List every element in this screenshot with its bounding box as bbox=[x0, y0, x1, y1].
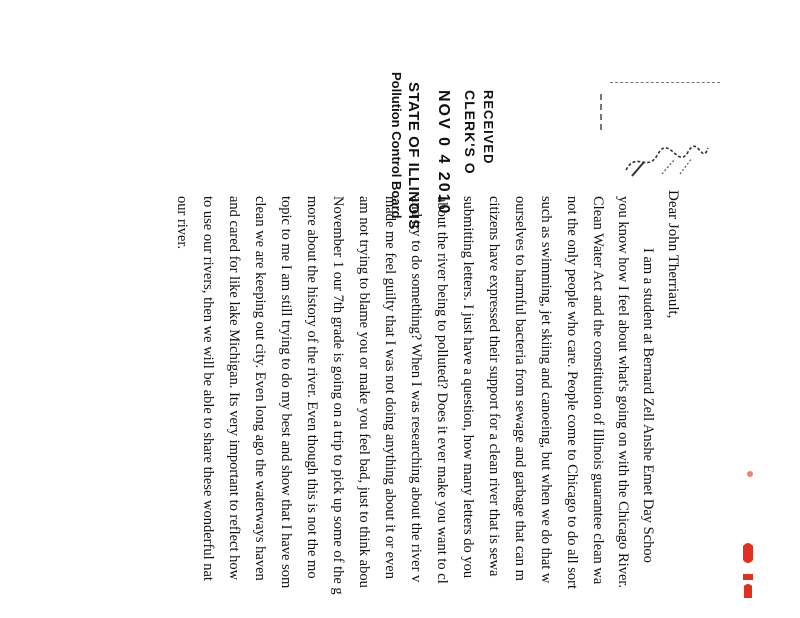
letter-line: clean we are keeping out city. Even long ago the waterways haven bbox=[252, 196, 268, 581]
letter-line: and try to do something? When I was researching about the river v bbox=[408, 196, 424, 583]
letter-line: made me feel guilty that I was not doing anything about it or even bbox=[382, 196, 398, 579]
letter-line: ourselves to harmful bacteria from sewage and garbage that can m bbox=[512, 196, 528, 581]
stamp-received: RECEIVED bbox=[481, 90, 496, 165]
stamp-state: STATE OF ILLINOIS bbox=[405, 82, 422, 230]
letter-line: not the only people who care. People come to Chicago to do all sort bbox=[564, 196, 580, 590]
stamp-date: NOV 0 4 2010 bbox=[435, 90, 452, 216]
letter-line: our river. bbox=[174, 196, 190, 250]
stamp-clerk-office: CLERK'S O bbox=[462, 90, 478, 175]
letter-line: such as swimming, jet skiing and canoeing, but when we do that w bbox=[538, 196, 554, 584]
letter-line: citizens have expressed their support for a clean river that is sewa bbox=[486, 196, 502, 577]
letter-line: more about the history of the river. Even though this is not the mo bbox=[304, 196, 320, 579]
stamp-board: Pollution Control Board bbox=[389, 72, 404, 219]
letter-salutation: Dear John Therriault, bbox=[665, 190, 681, 319]
letter-line: submitting letters. I just have a question, how many letters do you bbox=[460, 196, 476, 579]
letter-line: and cared for like lake Michigan. Its very important to reflect how bbox=[226, 196, 242, 581]
letter-line: Clean Water Act and the constitution of Illinois guarantee clean wa bbox=[590, 196, 606, 585]
letter-line: you know how I feel about what's going on with the Chicago River. bbox=[615, 196, 631, 589]
letter-line: topic to me I am still trying to do my best and show that I have som bbox=[278, 196, 294, 589]
letter-line: am not trying to blame you or make you feel bad, just to think abou bbox=[356, 196, 372, 588]
letter-line: November 1 our 7th grade is going on a trip to pick up some of the g bbox=[330, 196, 346, 595]
letter-line: to use our rivers, then we will be able to share these wonderful nat bbox=[200, 196, 216, 581]
letter-line: about the river being to polluted? Does it ever make you want to cl bbox=[434, 196, 450, 584]
letter-line: I am a student at Bernard Zell Anshe Emet Day Schoo bbox=[640, 248, 656, 563]
